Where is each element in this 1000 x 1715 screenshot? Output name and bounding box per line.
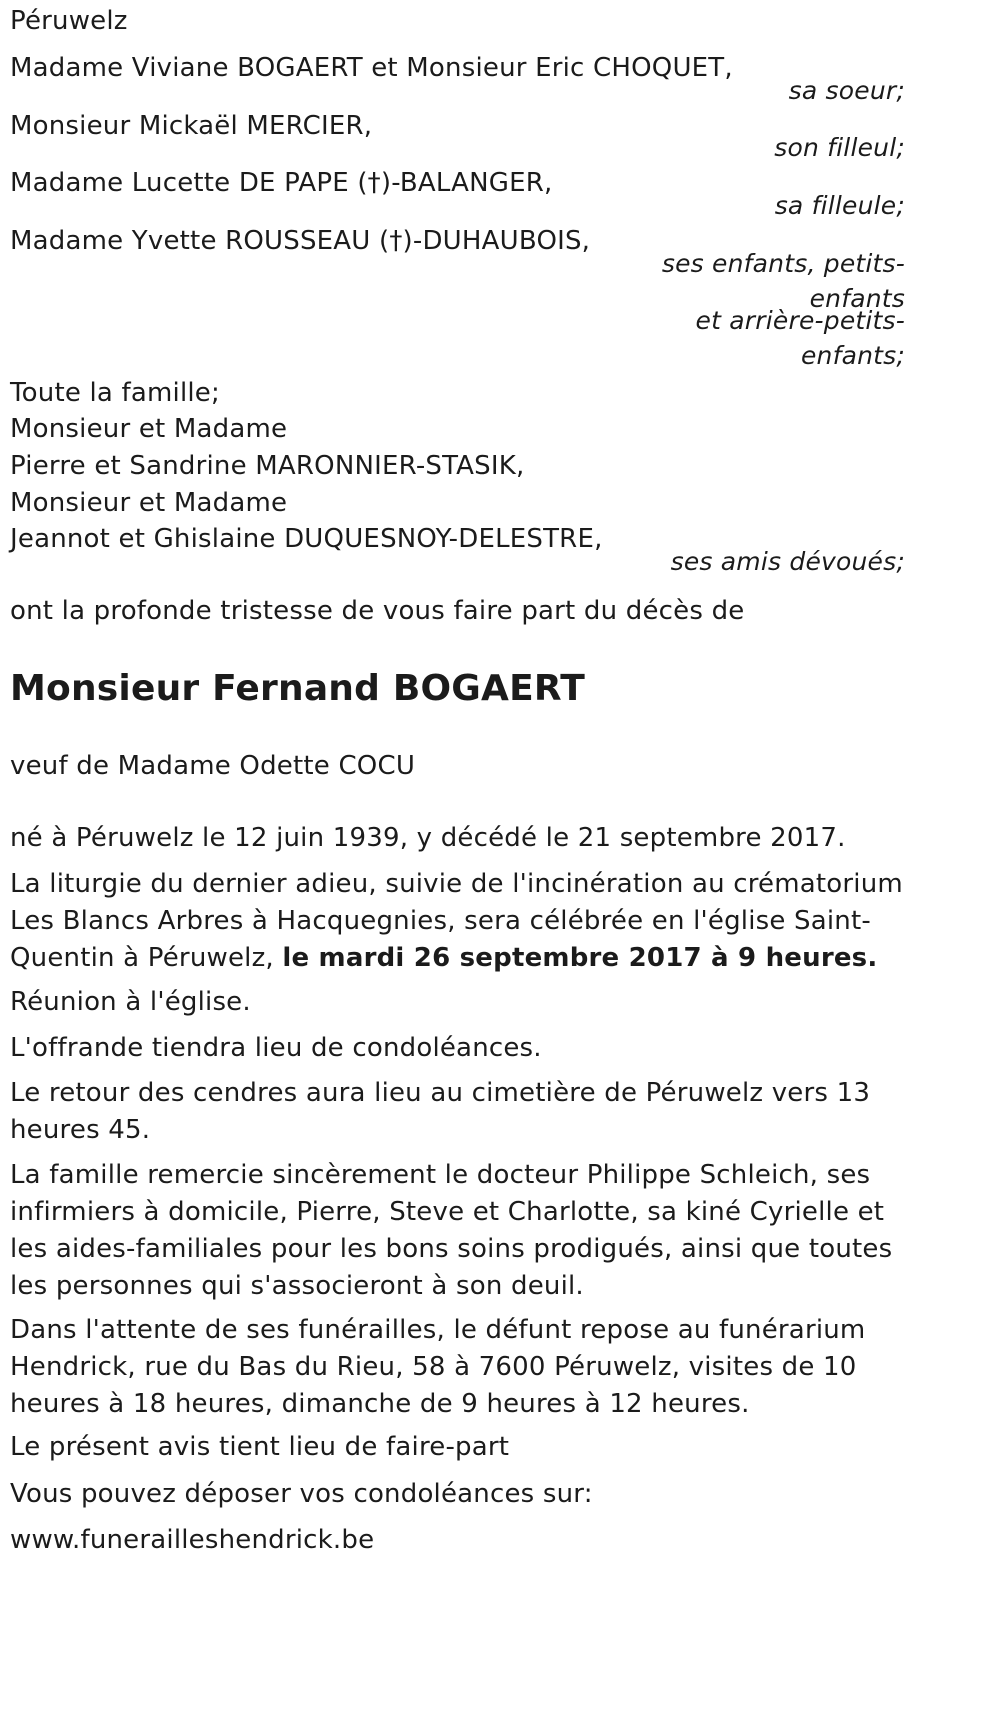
notice: Le présent avis tient lieu de faire-part [10, 1432, 510, 1462]
family-member-2-relation: son filleul; [774, 133, 905, 162]
family-member-3-relation: sa filleule; [774, 191, 905, 220]
family-member-1-relation: sa soeur; [788, 76, 905, 105]
family-member-4-relation-line-1: ses enfants, petits- [661, 249, 905, 278]
liturgy-paragraph [10, 866, 905, 977]
family-member-4-relation-line-4: enfants; [800, 341, 905, 370]
whole-family: Toute la famille; [10, 378, 220, 408]
birth-death: né à Péruwelz le 12 juin 1939, y décédé le 21 septembre 2017. [10, 823, 846, 853]
announcement: ont la profonde tristesse de vous faire part du décès de [10, 596, 745, 626]
liturgy-date: le mardi 26 septembre 2017 à 9 heures. [282, 943, 878, 973]
funerarium: Dans l'attente de ses funérailles, le défunt repose au funérarium Hendrick, rue du Bas du Rieu, 58 à 7600 Péruwelz, visites de 10 heures à 18 heures, dimanche de 9 heures à 12 heures. [10, 1315, 866, 1419]
family-member-4-relation-line-2: enfants [809, 284, 905, 313]
location: Péruwelz [10, 6, 128, 36]
family-member-1-name: Madame Viviane BOGAERT et Monsieur Eric CHOQUET, [10, 53, 733, 83]
family-member-4-relation-line-3: et arrière-petits- [695, 306, 905, 335]
friend-line-4: Jeannot et Ghislaine DUQUESNOY-DELESTRE, [10, 524, 603, 554]
deceased-name: Monsieur Fernand BOGAERT [10, 668, 585, 709]
meeting: Réunion à l'église. [10, 987, 251, 1017]
friend-line-1: Monsieur et Madame [10, 414, 288, 444]
widower-of: veuf de Madame Odette COCU [10, 751, 416, 781]
thanks: La famille remercie sincèrement le docteur Philippe Schleich, ses infirmiers à domicile, Pierre, Steve et Charlotte, sa kiné Cyrielle et les aides-familiales pour les bons soins prodigués, ainsi que toutes les personnes qui s'associeront à son deuil. [10, 1160, 893, 1301]
condolences-prompt: Vous pouvez déposer vos condoléances sur: [10, 1479, 593, 1509]
website-link[interactable]: www.funerailleshendrick.be [10, 1525, 375, 1555]
friend-line-3: Monsieur et Madame [10, 488, 288, 518]
family-member-2-name: Monsieur Mickaël MERCIER, [10, 111, 373, 141]
ashes: Le retour des cendres aura lieu au cimetière de Péruwelz vers 13 heures 45. [10, 1078, 871, 1145]
family-member-4-name: Madame Yvette ROUSSEAU (†)-DUHAUBOIS, [10, 226, 591, 256]
liturgy-text: La liturgie du dernier adieu, suivie de l'incinération au crématorium Les Blancs Arbres à Hacquegnies, sera célébrée en l'église Saint-Quentin à Péruwelz, [10, 869, 903, 973]
friends-relation: ses amis dévoués; [670, 547, 905, 576]
family-member-3-name: Madame Lucette DE PAPE (†)-BALANGER, [10, 168, 553, 198]
offering: L'offrande tiendra lieu de condoléances. [10, 1033, 542, 1063]
friend-line-2: Pierre et Sandrine MARONNIER-STASIK, [10, 451, 525, 481]
